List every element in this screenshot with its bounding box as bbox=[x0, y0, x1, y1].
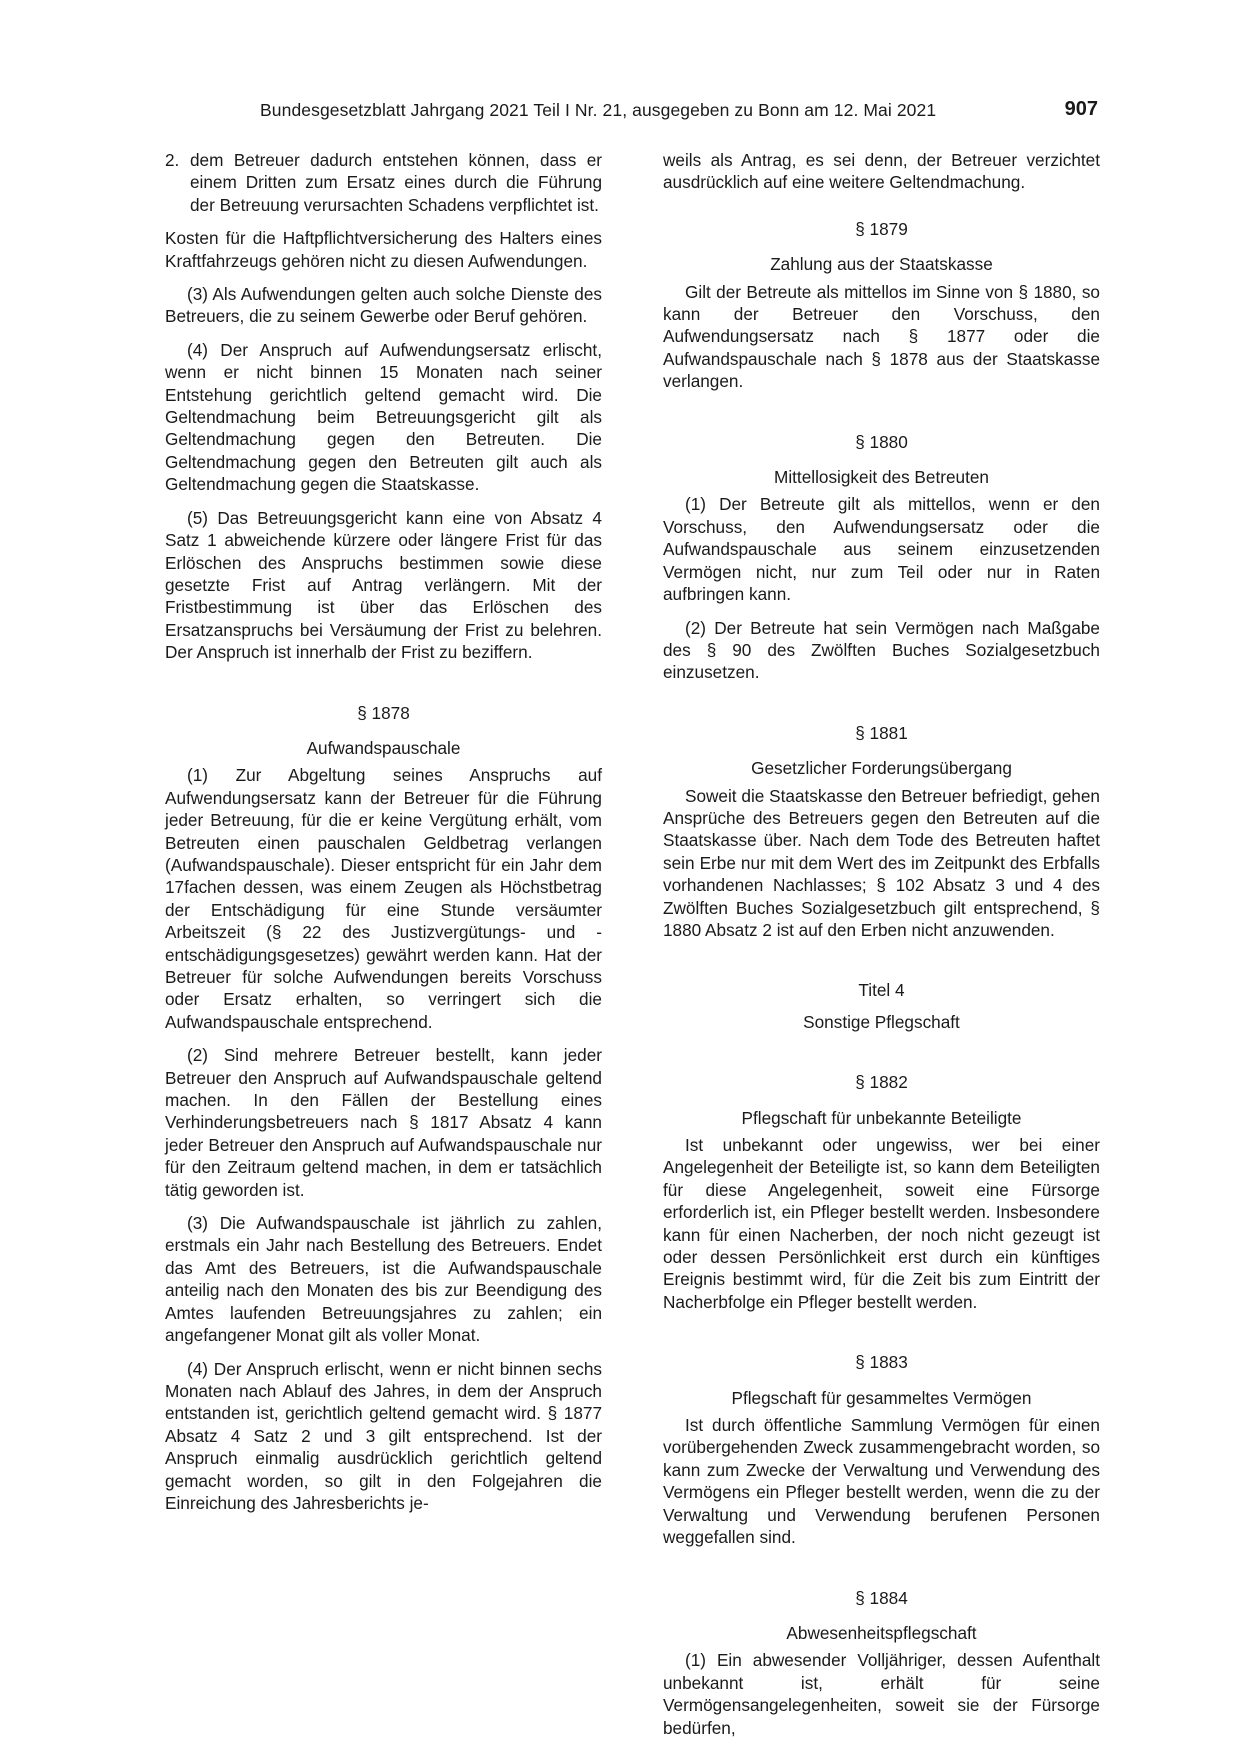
section-title: Aufwandspauschale bbox=[306, 737, 461, 758]
paragraph: (2) Der Betreute hat sein Vermögen nach Maßgabe des § 90 des Zwölften Buches Sozialgesetzbuch einzusetzen. bbox=[663, 617, 1100, 683]
section-title: Abwesenheitspflegschaft bbox=[786, 1622, 977, 1643]
paragraph: Kosten für die Haftpflichtversicherung des Halters eines Kraftfahrzeugs gehören nicht zu diesen Aufwendungen. bbox=[165, 228, 602, 271]
page-number: 907 bbox=[1064, 98, 1098, 120]
right-column bbox=[663, 149, 1100, 1739]
paragraph: (1) Zur Abgeltung seines Anspruchs auf Aufwendungsersatz kann der Betreuer für die Führung jeder Betreuung, für die er keine Vergütung erhält, vom Betreuten einen pauschalen Geldbetrag verlangen (Aufwandspauschale). Dieser entspricht für ein Jahr dem 17fachen dessen, was einem Zeugen als Höchstbetrag der Entschädigung für eine Stunde versäumter Arbeitszeit (§ 22 des Justizvergütungs- und -entschädigungsgesetzes) gewährt werden kann. Hat der Betreuer für solche Aufwendungen bereits Vorschuss oder Ersatz erhalten, so verringert sich die Aufwandspauschale entsprechend. bbox=[165, 765, 602, 1032]
paragraph: (5) Das Betreuungsgericht kann eine von Absatz 4 Satz 1 abweichende kürzere oder längere Frist für das Erlöschen des Anspruchs bestimmen sowie diese gesetzte Frist auf Antrag verlängern. Mit der Fristbestimmung ist über das Erlöschen des Ersatzanspruchs bei Versäumung der Frist zu belehren. Der Anspruch ist innerhalb der Frist zu beziffern. bbox=[165, 507, 602, 663]
section-title: Zahlung aus der Staatskasse bbox=[770, 254, 993, 275]
left-column bbox=[165, 149, 602, 1514]
paragraph: Ist durch öffentliche Sammlung Vermögen für einen vorübergehenden Zweck zusammengebracht worden, so kann zum Zwecke der Verwaltung und Verwendung des Vermögens ein Pfleger bestellt werden, wenn die zu der Verwaltung und Verwendung berufenen Personen weggefallen sind. bbox=[663, 1415, 1100, 1548]
title-heading: Sonstige Pflegschaft bbox=[803, 1011, 960, 1032]
paragraph: Soweit die Staatskasse den Betreuer befriedigt, gehen Ansprüche des Betreuers gegen den Betreuten auf die Staatskasse über. Nach dem Tode des Betreuten haftet sein Erbe nur mit dem Wert des im Zeitpunkt des Erbfalls vorhandenen Nachlasses; § 102 Absatz 3 und 4 des Zwölften Buches Sozialgesetzbuch gilt entsprechend, § 1880 Absatz 2 ist auf den Erben nicht anzuwenden. bbox=[663, 785, 1100, 940]
paragraph: (1) Der Betreute gilt als mittellos, wenn er den Vorschuss, den Aufwendungsersatz oder die Aufwandspauschale aus seinem einzusetzenden Vermögen nicht, nur zum Teil oder nur in Raten aufbringen kann. bbox=[663, 494, 1100, 605]
section-title: Mittellosigkeit des Betreuten bbox=[774, 467, 989, 488]
page-header bbox=[165, 100, 1100, 128]
paragraph: (3) Die Aufwandspauschale ist jährlich zu zahlen, erstmals ein Jahr nach Bestellung des Betreuers. Endet das Amt des Betreuers, ist die Aufwandspauschale anteilig nach den Monaten des bis zur Beendigung des Amtes laufenden Betreuungsjahres zu zahlen; ein angefangener Monat gilt als voller Monat. bbox=[165, 1213, 602, 1346]
paragraph: (3) Als Aufwendungen gelten auch solche Dienste des Betreuers, die zu seinem Gewerbe oder Beruf gehören. bbox=[165, 284, 602, 327]
section-title: Pflegschaft für unbekannte Beteiligte bbox=[741, 1107, 1022, 1128]
section-title: Pflegschaft für gesammeltes Vermögen bbox=[731, 1387, 1032, 1408]
section-number: § 1878 bbox=[357, 702, 410, 723]
paragraph: (2) Sind mehrere Betreuer bestellt, kann jeder Betreuer den Anspruch auf Aufwandspauschale geltend machen. In den Fällen der Bestellung eines Verhinderungsbetreuers nach § 1817 Absatz 4 kann jeder Betreuer den Anspruch auf Aufwandspauschale nur für den Zeitraum geltend machen, in dem er tatsächlich tätig geworden ist. bbox=[165, 1045, 602, 1200]
paragraph: (4) Der Anspruch erlischt, wenn er nicht binnen sechs Monaten nach Ablauf des Jahres, in dem der Anspruch entstanden ist, gerichtlich geltend gemacht wird. § 1877 Absatz 4 Satz 2 und 3 gilt entsprechend. Ist der Anspruch einmalig ausdrücklich gerichtlich geltend gemacht worden, so gilt in den Folgejahren die Einreichung des Jahresberichts je- bbox=[165, 1358, 602, 1513]
section-number: § 1883 bbox=[855, 1352, 908, 1373]
section-number: § 1880 bbox=[855, 431, 908, 452]
section-number: § 1879 bbox=[855, 218, 908, 239]
section-title: Gesetzlicher Forderungsübergang bbox=[751, 758, 1012, 779]
paragraph: (1) Ein abwesender Volljähriger, dessen Aufenthalt unbekannt ist, erhält für seine Vermögensangelegenheiten, soweit sie der Fürsorge bedürfen, bbox=[663, 1650, 1100, 1738]
paragraph: Gilt der Betreute als mittellos im Sinne von § 1880, so kann der Betreuer den Vorschuss, den Aufwendungsersatz nach § 1877 oder die Aufwandspauschale nach § 1878 aus der Staatskasse verlangen. bbox=[663, 281, 1100, 392]
title-number: Titel 4 bbox=[858, 980, 905, 1001]
section-number: § 1884 bbox=[855, 1587, 908, 1608]
list-item-number: 2. bbox=[165, 150, 180, 170]
list-item bbox=[165, 149, 602, 216]
paragraph: Ist unbekannt oder ungewiss, wer bei einer Angelegenheit der Beteiligte ist, so kann dem Beteiligten für diese Angelegenheit, soweit eine Fürsorge erforderlich ist, ein Pfleger bestellt werden. Insbesondere kann für einen Nacherben, der noch nicht gezeugt ist oder dessen Persönlichkeit erst durch ein künftiges Ereignis bestimmt wird, für die Zeit bis zum Eintritt der Nacherbfolge ein Pfleger bestellt werden. bbox=[663, 1135, 1100, 1312]
section-number: § 1882 bbox=[855, 1072, 908, 1093]
list-item-text: dem Betreuer dadurch entstehen können, dass er einem Dritten zum Ersatz eines durch die Führung der Betreuung verursachten Schadens verpflichtet ist. bbox=[190, 150, 602, 215]
paragraph: (4) Der Anspruch auf Aufwendungsersatz erlischt, wenn er nicht binnen 15 Monaten nach seiner Entstehung gerichtlich geltend gemacht wird. Die Geltendmachung beim Betreuungsgericht gilt als Geltendmachung gegen den Betreuten. Die Geltendmachung gegen den Betreuten gilt auch als Geltendmachung gegen die Staatskasse. bbox=[165, 339, 602, 495]
section-number: § 1881 bbox=[855, 722, 908, 743]
running-title: Bundesgesetzblatt Jahrgang 2021 Teil I Nr. 21, ausgegeben zu Bonn am 12. Mai 2021 bbox=[260, 100, 937, 120]
paragraph-continuation: weils als Antrag, es sei denn, der Betreuer verzichtet ausdrücklich auf eine weitere Geltendmachung. bbox=[663, 150, 1100, 193]
